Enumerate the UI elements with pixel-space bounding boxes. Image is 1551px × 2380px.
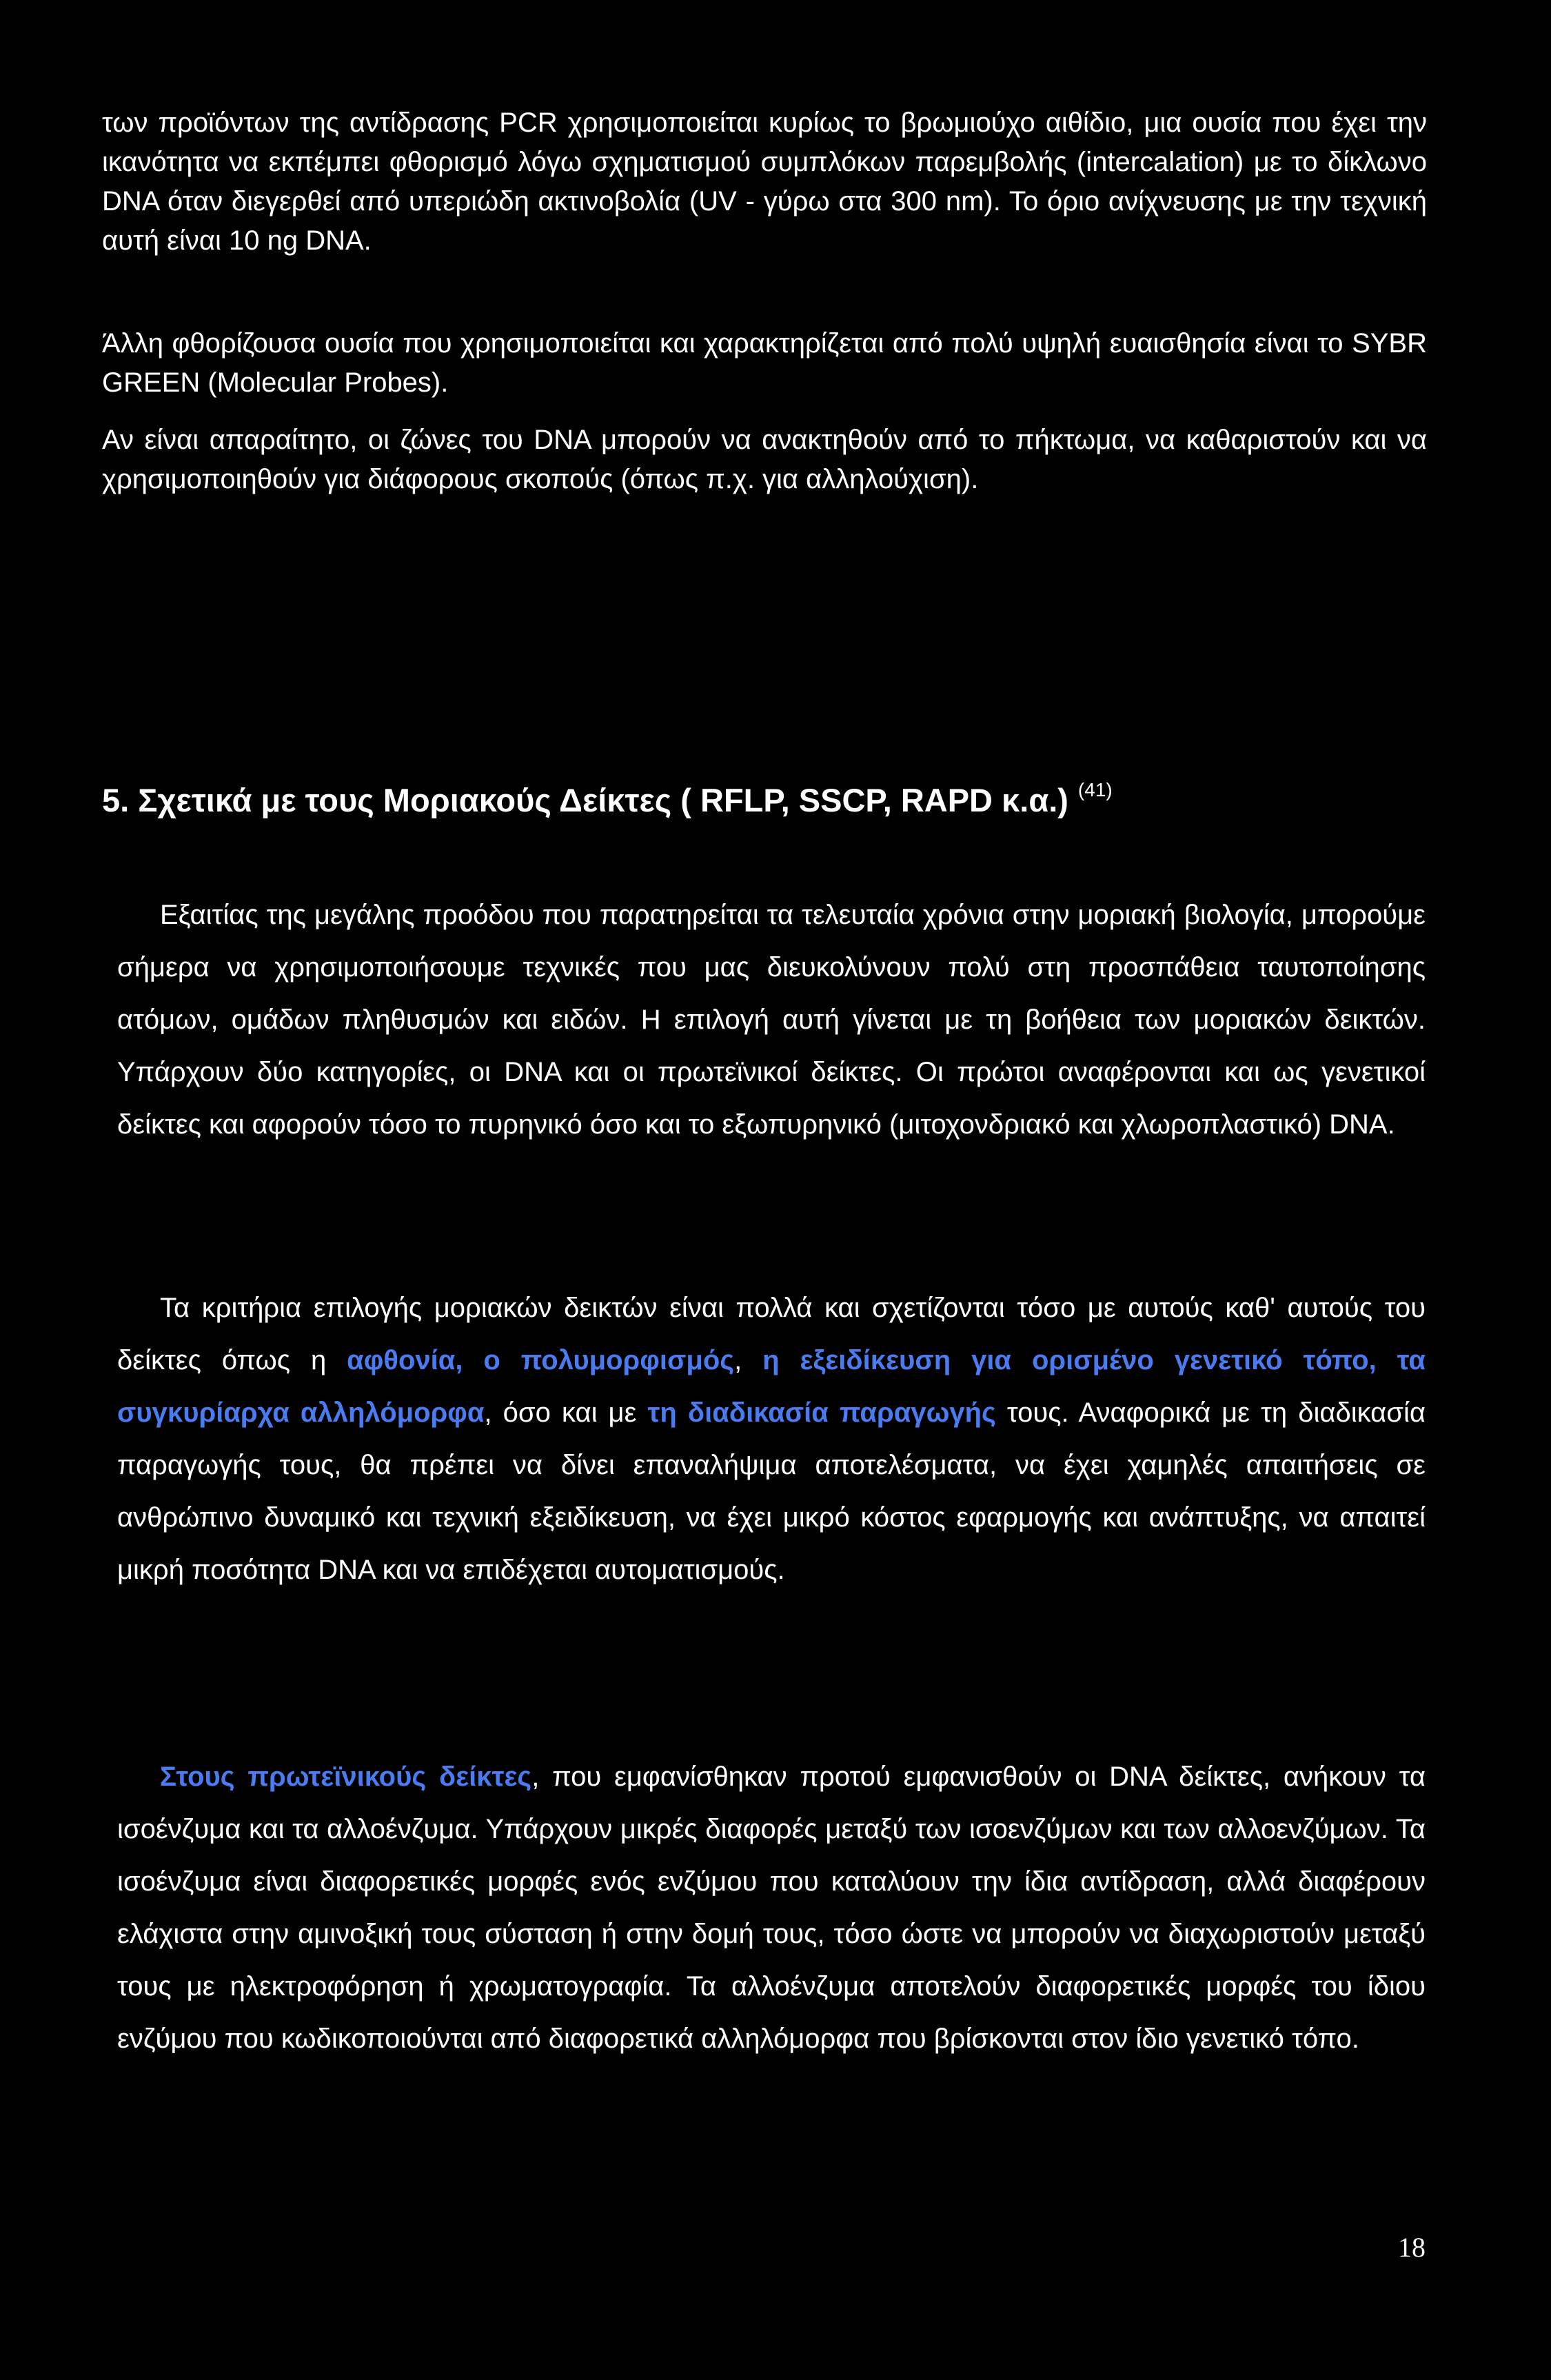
criteria-text-1: Τα κριτήρια επιλογής μοριακών δεικτών είναι πολλά και σχετίζονται τόσο με αυτούς καθ' αυτούς του δείκτες όπως η (117, 1293, 1426, 1375)
intro-paragraph-recovery: Αν είναι απαραίτητο, οι ζώνες του DNA μπορούν να ανακτηθούν από το πήκτωμα, να καθαριστούν και να χρησιμοποιηθούν για διάφορους σκοπούς (όπως π.χ. για αλληλούχιση). (102, 425, 1427, 494)
criteria-highlight-3: τη διαδικασία παραγωγής (647, 1398, 996, 1428)
body-paragraph-protein-markers (117, 1751, 1426, 2065)
section-reference: (41) (1077, 779, 1113, 800)
body-paragraph-criteria (117, 1282, 1426, 1596)
protein-markers-highlight: Στους πρωτεϊνικούς δείκτες (160, 1762, 532, 1792)
intro-paragraph-sybr: Άλλη φθορίζουσα ουσία που χρησιμοποιείται και χαρακτηρίζεται από πολύ υψηλή ευαισθησία είναι το SYBR GREEN (Molecular Probes). (102, 328, 1427, 398)
criteria-highlight-1: αφθονία, ο πολυμορφισμός (347, 1345, 735, 1375)
section-heading (102, 781, 1427, 819)
protein-markers-text: , που εμφανίσθηκαν προτού εμφανισθούν οι DNA δείκτες, ανήκουν τα ισοένζυμα και τα αλλοένζυμα. Υπάρχουν μικρές διαφορές μεταξύ των ισοενζύμων και των αλλοενζύμων. Τα ισοένζυμα είναι διαφορετικές μορφές ενός ενζύμου που καταλύουν την ίδια αντίδραση, αλλά διαφέρουν ελάχιστα στην αμινοξική τους σύσταση ή στην δομή τους, τόσο ώστε να μπορούν να διαχωριστούν μεταξύ τους με ηλεκτροφόρηση ή χρωματογραφία. Τα αλλοένζυμα αποτελούν διαφορετικές μορφές του ίδιου ενζύμου που κωδικοποιούνται από διαφορετικά αλληλόμορφα που βρίσκονται στον ίδιο γενετικό τόπο. (117, 1762, 1426, 2054)
criteria-text-4: τους. Αναφορικά με τη διαδικασία παραγωγής τους, θα πρέπει να δίνει επαναλήψιμα αποτελέσματα, να έχει χαμηλές απαιτήσεις σε ανθρώπινο δυναμικό και τεχνική εξειδίκευση, να έχει μικρό κόστος εφαρμογής και ανάπτυξης, να απαιτεί μικρή ποσότητα DNA και να επιδέχεται αυτοματισμούς. (117, 1398, 1426, 1585)
criteria-highlight-2: η εξειδίκευση για ορισμένο γενετικό τόπο, τα συγκυρίαρχα αλληλόμορφα (117, 1345, 1426, 1428)
page-number: 18 (1398, 2232, 1426, 2263)
body-paragraph-markers: Εξαιτίας της μεγάλης προόδου που παρατηρείται τα τελευταία χρόνια στην μοριακή βιολογία, μπορούμε σήμερα να χρησιμοποιήσουμε τεχνικές που μας διευκολύνουν πολύ στη προσπάθεια ταυτοποίησης ατόμων, ομάδων πληθυσμών και ειδών. Η επιλογή αυτή γίνεται με τη βοήθεια των μοριακών δεικτών. Υπάρχουν δύο κατηγορίες, οι DNA και οι πρωτεϊνικοί δείκτες. Οι πρώτοι αναφέρονται και ως γενετικοί δείκτες και αφορούν τόσο το πυρηνικό όσο και το εξωπυρηνικό (μιτοχονδριακό και χλωροπλαστικό) DNA. (117, 900, 1426, 1140)
intro-paragraph-pcr: των προϊόντων της αντίδρασης PCR χρησιμοποιείται κυρίως το βρωμιούχο αιθίδιο, μια ουσία που έχει την ικανότητα να εκπέμπει φθορισμό λόγω σχηματισμού συμπλόκων παρεμβολής (intercalation) με το δίκλωνο DNA όταν διεγερθεί από υπεριώδη ακτινοβολία (UV - γύρω στα 300 nm). Το όριο ανίχνευσης με την τεχνική αυτή είναι 10 ng DNA. (102, 108, 1427, 256)
criteria-text-3: , όσο και με (484, 1398, 648, 1428)
section-heading-text: 5. Σχετικά με τους Μοριακούς Δείκτες ( RFLP, SSCP, RAPD κ.α.) (102, 782, 1068, 818)
criteria-text-2: , (734, 1345, 763, 1375)
